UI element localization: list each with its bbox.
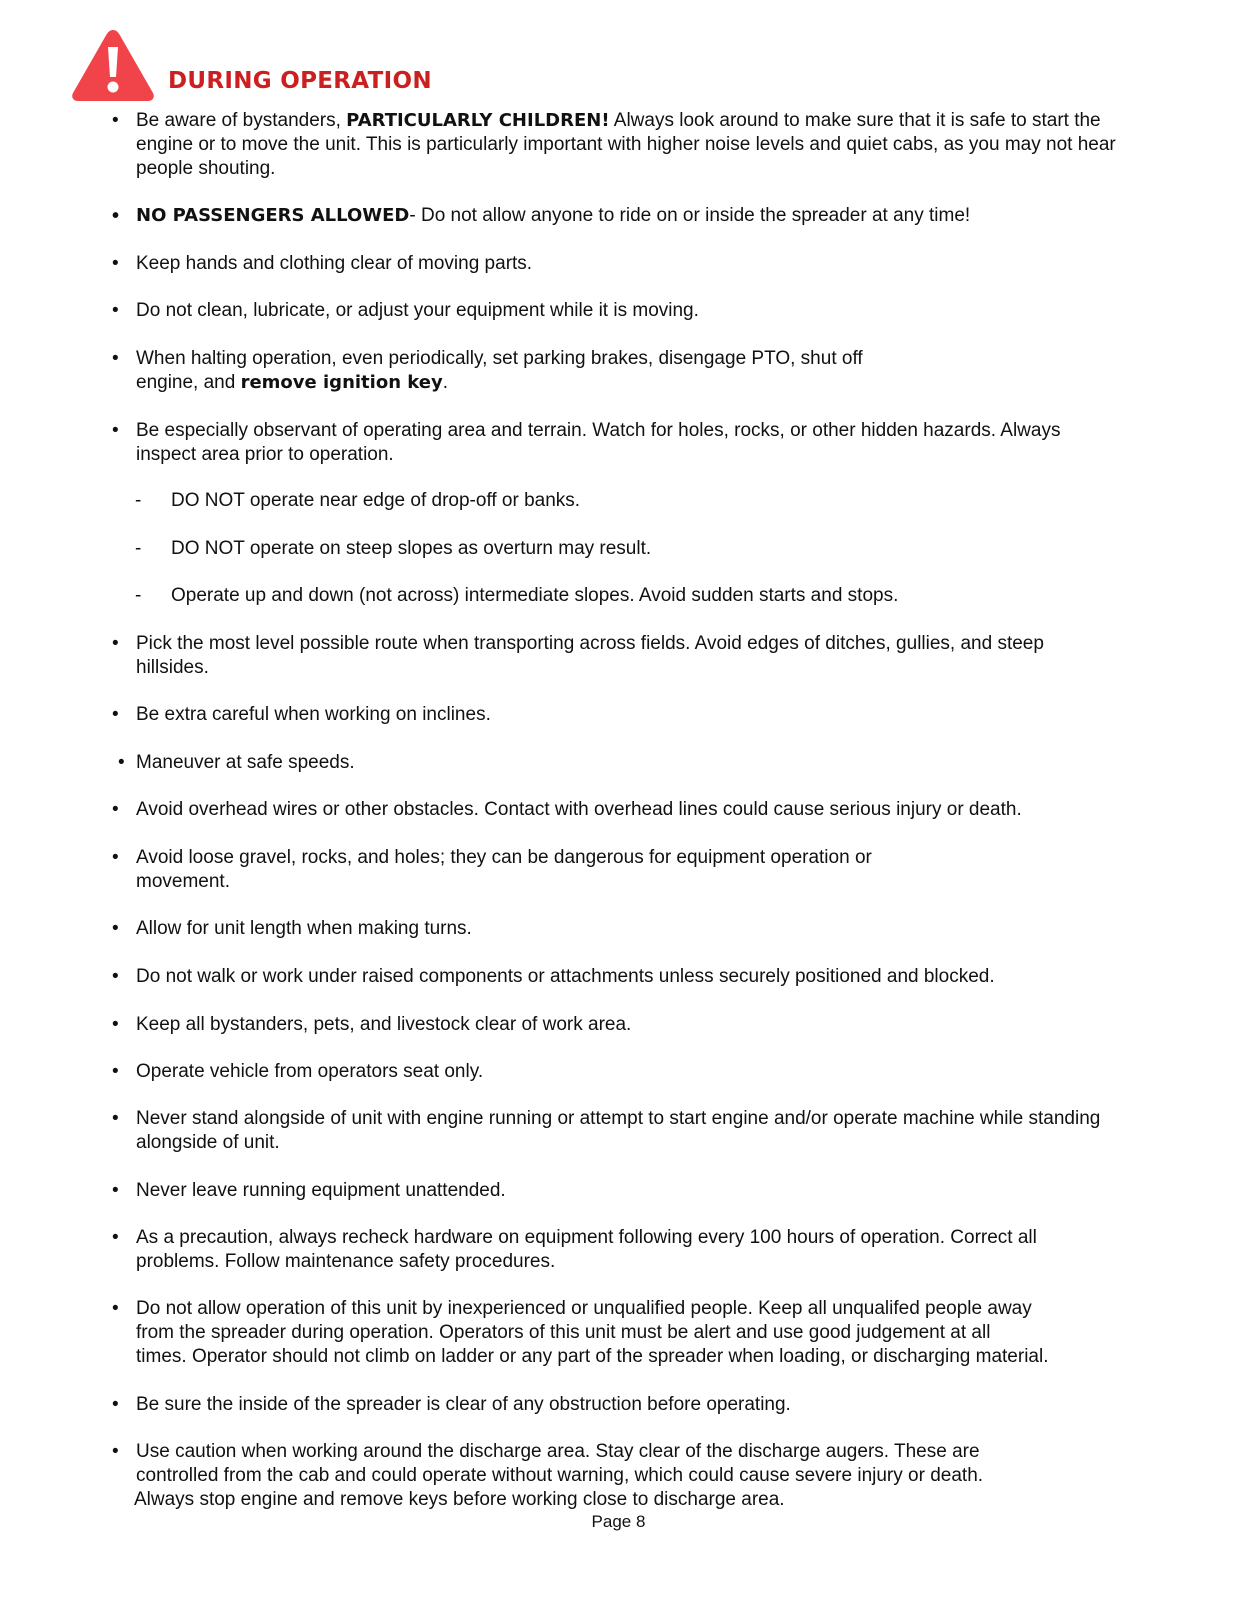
dash-marker: - (135, 585, 142, 606)
item-text: from the spreader during operation. Operators of this unit must be alert and use good judgement at all (136, 1322, 991, 1343)
list-item (112, 917, 1122, 941)
item-text: Do not allow operation of this unit by inexperienced or unqualified people. Keep all unqualifed people away (136, 1298, 1032, 1319)
item-text: . (442, 372, 448, 393)
emphasis-text: remove ignition key (240, 372, 443, 393)
list-item (112, 751, 1122, 775)
list-item (112, 347, 1122, 395)
list-item (112, 846, 1122, 894)
item-text: Never stand alongside of unit with engine running or attempt to start engine and/or operate machine while standing alongside of unit. (136, 1108, 1101, 1153)
list-item (112, 1226, 1122, 1274)
item-text: Use caution when working around the discharge area. Stay clear of the discharge augers. These are (136, 1441, 980, 1462)
item-text: times. Operator should not climb on ladder or any part of the spreader when loading, or discharging material. (136, 1346, 1049, 1367)
list-item (112, 798, 1122, 822)
emphasis-text: NO PASSENGERS ALLOWED (136, 205, 410, 226)
item-text: - Do not allow anyone to ride on or inside the spreader at any time! (409, 205, 971, 226)
bullet: • (112, 966, 119, 987)
list-item (112, 109, 1122, 181)
bullet: • (112, 704, 119, 725)
list-item (112, 1060, 1122, 1084)
item-text: Be aware of bystanders, (136, 110, 347, 131)
dash-marker: - (135, 490, 142, 511)
item-text: Keep all bystanders, pets, and livestock clear of work area. (136, 1014, 632, 1035)
item-text: Be extra careful when working on inclines. (136, 704, 491, 725)
section-heading: DURING OPERATION (168, 68, 432, 94)
list-item (112, 632, 1122, 680)
item-text: As a precaution, always recheck hardware on equipment following every 100 hours of operation. Correct all problems. Follow maintenance safety procedures. (136, 1227, 1037, 1272)
warning-icon (70, 27, 156, 103)
bullet: • (112, 1014, 119, 1035)
bullet: • (112, 1441, 119, 1462)
sub-list-item (135, 489, 1145, 513)
item-text: Do not clean, lubricate, or adjust your equipment while it is moving. (136, 300, 699, 321)
bullet: • (112, 1061, 119, 1082)
page-number: Page 8 (591, 1512, 646, 1531)
item-text: engine, and (136, 372, 241, 393)
bullet: • (112, 110, 119, 131)
item-text: Operate vehicle from operators seat only. (136, 1061, 484, 1082)
bullet: • (112, 918, 119, 939)
item-text: Do not walk or work under raised components or attachments unless securely positioned and blocked. (136, 966, 995, 987)
bullet: • (112, 205, 120, 227)
bullet: • (112, 1394, 119, 1415)
item-text: Be sure the inside of the spreader is clear of any obstruction before operating. (136, 1394, 791, 1415)
list-item (112, 1107, 1122, 1155)
emphasis-text: PARTICULARLY CHILDREN! (346, 110, 610, 131)
bullet: • (112, 253, 119, 274)
item-text: Always stop engine and remove keys before working close to discharge area. (134, 1489, 785, 1510)
bullet: • (112, 799, 119, 820)
item-text: Operate up and down (not across) intermediate slopes. Avoid sudden starts and stops. (171, 585, 899, 606)
bullet: • (112, 420, 119, 441)
bullet: • (112, 1108, 119, 1129)
bullet: • (112, 1180, 119, 1201)
item-text: Keep hands and clothing clear of moving parts. (136, 253, 533, 274)
item-text: DO NOT operate on steep slopes as overturn may result. (171, 538, 652, 559)
item-text: Avoid loose gravel, rocks, and holes; they can be dangerous for equipment operation or (136, 847, 872, 868)
sub-list-item (135, 584, 1145, 608)
bullet: • (112, 348, 119, 369)
list-item (112, 1013, 1122, 1037)
list-item (112, 1393, 1122, 1417)
item-text: Maneuver at safe speeds. (136, 752, 355, 773)
bullet: • (118, 752, 125, 773)
list-item (112, 204, 1122, 228)
list-item (112, 1179, 1122, 1203)
item-text: Avoid overhead wires or other obstacles. Contact with overhead lines could cause serious injury or death. (136, 799, 1022, 820)
list-item (112, 252, 1122, 276)
item-text: Be especially observant of operating area and terrain. Watch for holes, rocks, or other hidden hazards. Always inspect area prior to operation. (136, 420, 1061, 465)
item-text: Never leave running equipment unattended. (136, 1180, 506, 1201)
item-text: DO NOT operate near edge of drop-off or banks. (171, 490, 581, 511)
list-item (112, 1440, 1122, 1512)
sub-list-item (135, 537, 1145, 561)
item-text: Pick the most level possible route when transporting across fields. Avoid edges of ditches, gullies, and steep hillsides. (136, 633, 1044, 678)
list-item (112, 299, 1122, 323)
list-item (112, 419, 1122, 467)
list-item (112, 703, 1122, 727)
item-text: controlled from the cab and could operate without warning, which could cause severe injury or death. (136, 1465, 984, 1486)
bullet: • (112, 1227, 119, 1248)
bullet: • (112, 847, 119, 868)
item-text: Allow for unit length when making turns. (136, 918, 472, 939)
bullet: • (112, 1298, 119, 1319)
item-text: Always look around to make sure that it is safe to start the engine or to move the unit. This is particularly important with higher noise levels and quiet cabs, as you may not hear people shouting. (136, 110, 1116, 179)
dash-marker: - (135, 538, 142, 559)
list-item (112, 965, 1122, 989)
bullet: • (112, 633, 119, 654)
item-text: movement. (136, 871, 230, 892)
bullet: • (112, 300, 119, 321)
item-text: When halting operation, even periodically, set parking brakes, disengage PTO, shut off (136, 348, 863, 369)
list-item (112, 1297, 1202, 1369)
